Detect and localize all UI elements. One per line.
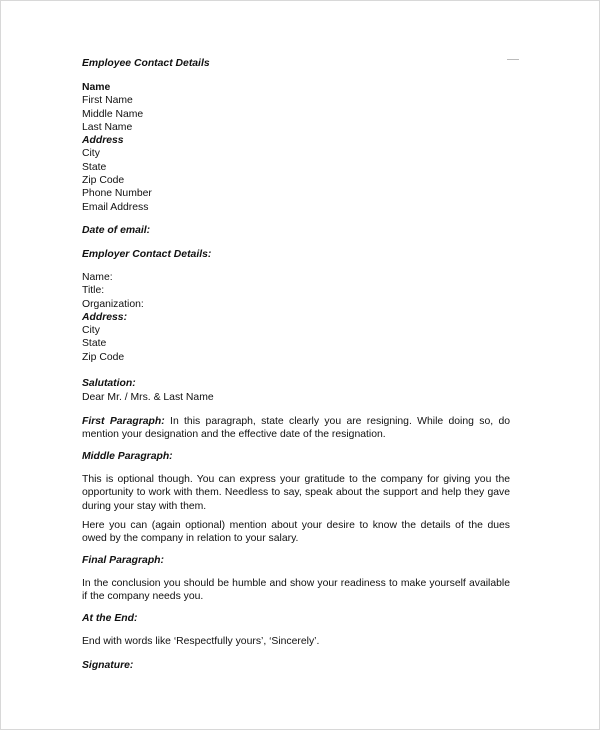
employee-state: State bbox=[82, 161, 107, 173]
middle-paragraph-text-1: This is optional though. You can express your gratitude to the company for giving you the opportunity to work with them. Needless to say, speak about the support and help they gave during your stay with them. bbox=[82, 474, 510, 512]
employer-address-heading: Address: bbox=[82, 311, 128, 323]
salutation-text: Dear Mr. / Mrs. & Last Name bbox=[82, 392, 214, 403]
employee-middle-name: Middle Name bbox=[82, 108, 144, 120]
employee-email: Email Address bbox=[82, 201, 149, 213]
employee-block bbox=[82, 81, 510, 214]
first-paragraph bbox=[82, 415, 510, 442]
signature-label: Signature: bbox=[82, 660, 134, 671]
employer-block bbox=[82, 271, 510, 364]
employer-zip: Zip Code bbox=[82, 351, 125, 363]
employee-phone: Phone Number bbox=[82, 188, 152, 200]
employee-city: City bbox=[82, 148, 100, 160]
page-corner-mark bbox=[507, 59, 519, 60]
salutation-heading: Salutation: bbox=[82, 378, 136, 389]
employer-city: City bbox=[82, 325, 100, 337]
employee-first-name: First Name bbox=[82, 95, 133, 107]
employee-address-heading: Address bbox=[82, 135, 124, 147]
middle-paragraph-text-2: Here you can (again optional) mention about your desire to know the details of the dues owed by the company in relation to your salary. bbox=[82, 520, 510, 545]
doc-title: Employee Contact Details bbox=[82, 58, 210, 69]
first-paragraph-label: First Paragraph: bbox=[82, 416, 165, 427]
first-paragraph-text: In this paragraph, state clearly you are resigning. While doing so, do mention your designation and the effective date of the resignation. bbox=[82, 416, 511, 441]
at-the-end-text: End with words like ‘Respectfully yours’, ‘Sincerely’. bbox=[82, 636, 320, 647]
employee-last-name: Last Name bbox=[82, 121, 133, 133]
at-the-end-heading: At the End: bbox=[82, 613, 138, 624]
employer-state: State bbox=[82, 338, 107, 350]
employer-title: Title: bbox=[82, 285, 105, 297]
final-paragraph-heading: Final Paragraph: bbox=[82, 555, 164, 566]
employee-zip: Zip Code bbox=[82, 175, 125, 187]
date-of-email-label: Date of email: bbox=[82, 225, 151, 236]
employer-heading: Employer Contact Details: bbox=[82, 249, 212, 260]
employee-name-heading: Name bbox=[82, 82, 111, 93]
employer-name: Name: bbox=[82, 272, 113, 283]
final-paragraph-text: In the conclusion you should be humble and show your readiness to make yourself available if the company needs you. bbox=[82, 578, 510, 603]
middle-paragraph-heading: Middle Paragraph: bbox=[82, 451, 173, 462]
employer-organization: Organization: bbox=[82, 298, 144, 310]
